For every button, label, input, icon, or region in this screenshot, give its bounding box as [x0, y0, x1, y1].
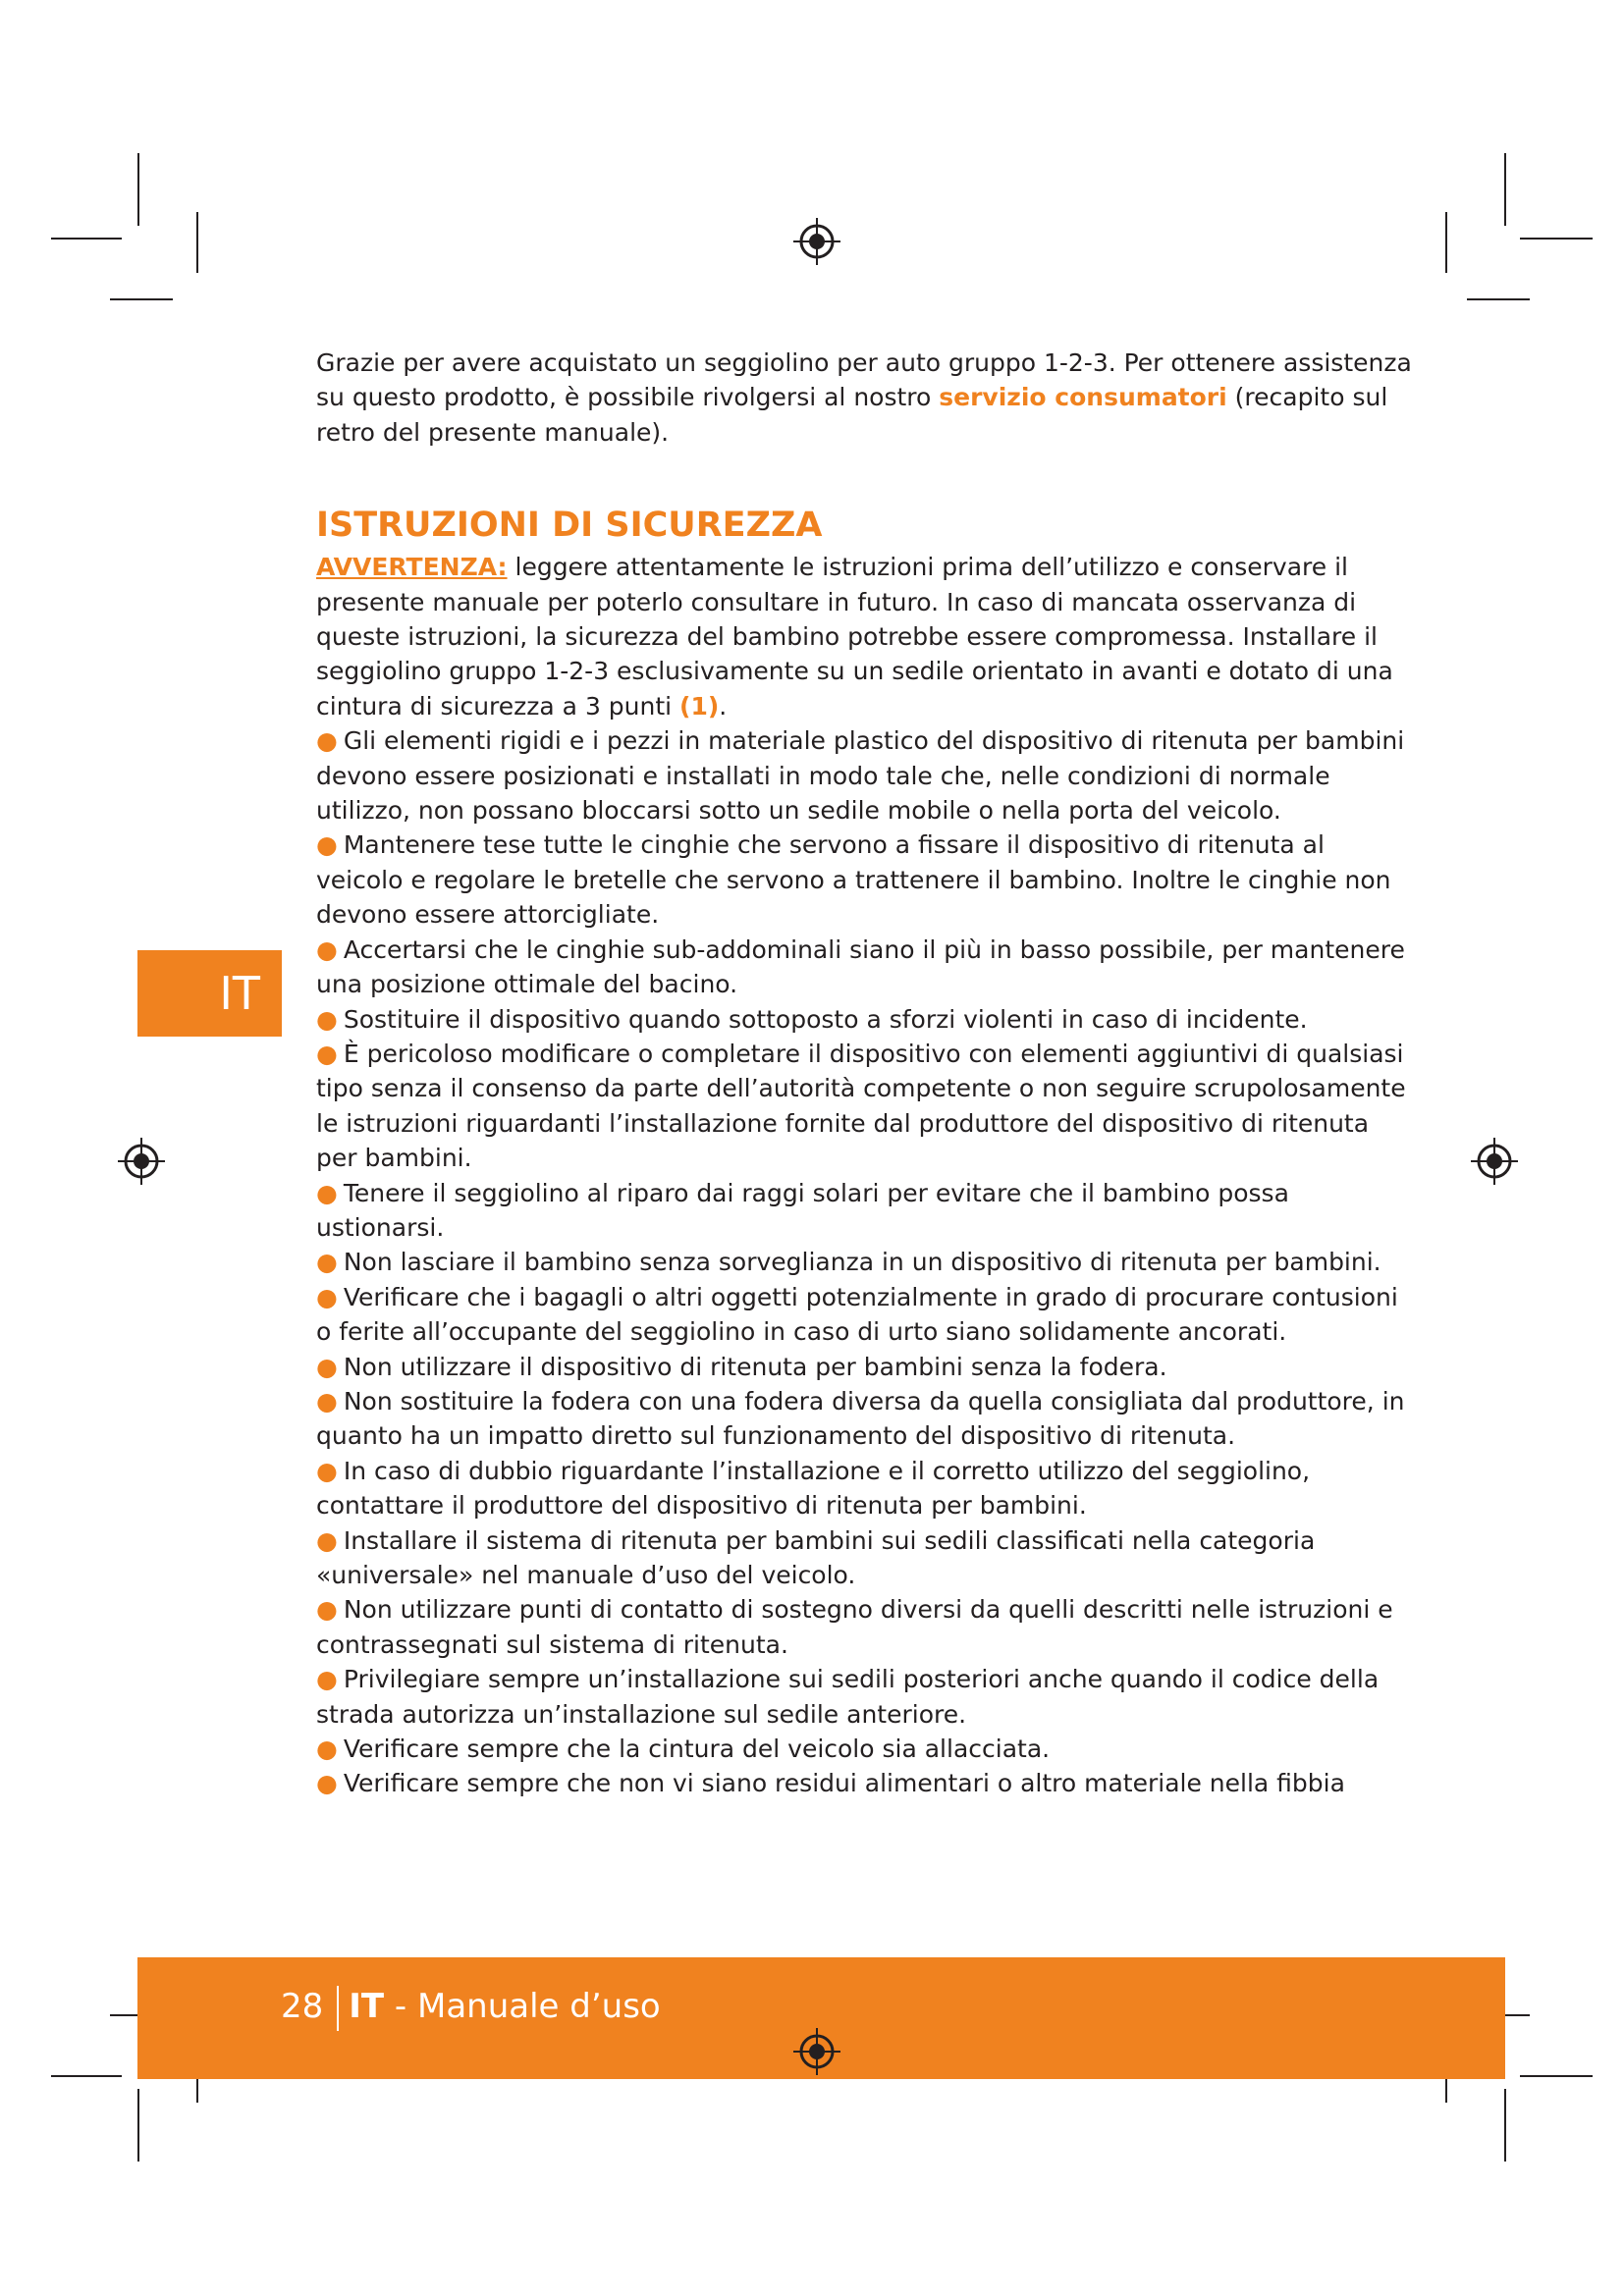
- bullet-icon: ●: [316, 1386, 338, 1415]
- list-item-text: Verificare sempre che la cintura del veicolo sia allacciata.: [343, 1735, 1051, 1764]
- list-item-text: Verificare sempre che non vi siano residui alimentari o altro materiale nella fibbia: [343, 1769, 1345, 1798]
- list-item: [316, 1523, 1416, 1593]
- list-item: [316, 723, 1416, 828]
- crop-mark: [1504, 2089, 1506, 2162]
- intro-text: Grazie per avere acquistato un seggiolino per auto gruppo 1-2-3. Per ottenere assistenza su questo prodotto, è possibile rivolgersi al nostro: [316, 348, 1412, 412]
- list-item: [316, 933, 1416, 1002]
- bullet-icon: ●: [316, 1735, 338, 1764]
- list-item-text: Tenere il seggiolino al riparo dai raggi solari per evitare che il bambino possa ustionarsi.: [316, 1178, 1289, 1242]
- list-item-text: Sostituire il dispositivo quando sottoposto a sforzi violenti in caso di incidente.: [343, 1004, 1308, 1034]
- list-item: [316, 1280, 1416, 1350]
- section-heading: ISTRUZIONI DI SICUREZZA: [316, 506, 823, 546]
- bullet-icon: ●: [316, 1004, 338, 1034]
- warning-text: leggere attentamente le istruzioni prima dell’utilizzo e conservare il presente manuale per poterlo consultare in futuro. In caso di mancata osservanza di queste istruzioni, la sicurezza del bambino potrebbe essere compromessa. Installare il seggiolino gruppo 1-2-3 esclusivamente su un sedile orientato in avanti e dotato di una cintura di sicurezza a 3 punti: [316, 553, 1393, 721]
- list-item-text: Non utilizzare punti di contatto di sostegno diversi da quelli descritti nelle istruzioni e contrassegnati sul sistema di ritenuta.: [316, 1595, 1393, 1659]
- bullet-icon: ●: [316, 726, 338, 756]
- crop-mark: [137, 2089, 139, 2162]
- crop-mark: [196, 212, 198, 273]
- list-item: [316, 1732, 1416, 1766]
- list-item-text: Non sostituire la fodera con una fodera diversa da quella consigliata dal produttore, in quanto ha un impatto diretto sul funzionamento del dispositivo di ritenuta.: [316, 1386, 1405, 1451]
- bullet-icon: ●: [316, 1525, 338, 1555]
- crop-mark: [1504, 153, 1506, 226]
- list-item: [316, 1766, 1416, 1800]
- bullet-icon: ●: [316, 1248, 338, 1277]
- bullet-icon: ●: [316, 1282, 338, 1311]
- list-item: [316, 1176, 1416, 1246]
- list-item-text: Gli elementi rigidi e i pezzi in materiale plastico del dispositivo di ritenuta per bambini devono essere posizionati e installati in modo tale che, nelle condizioni di normale utilizzo, non possano bloccarsi sotto un sedile mobile o nella porta del veicolo.: [316, 726, 1405, 826]
- list-item: [316, 1384, 1416, 1454]
- list-item: [316, 1037, 1416, 1176]
- footer-bar: [137, 1957, 1505, 2079]
- crop-mark: [1520, 238, 1593, 240]
- bullet-icon: ●: [316, 1595, 338, 1625]
- bullet-icon: ●: [316, 1456, 338, 1485]
- bullet-icon: ●: [316, 1769, 338, 1798]
- bullet-icon: ●: [316, 934, 338, 964]
- crop-mark: [1445, 212, 1447, 273]
- list-item-text: Installare il sistema di ritenuta per bambini sui sedili classificati nella categoria «universale» nel manuale d’uso del veicolo.: [316, 1525, 1316, 1589]
- figure-reference: (1): [679, 691, 720, 721]
- list-item: [316, 1592, 1416, 1662]
- registration-mark-icon: [791, 2026, 842, 2077]
- warning-label: AVVERTENZA:: [316, 553, 508, 582]
- list-item: [316, 828, 1416, 932]
- list-item-text: Verificare che i bagagli o altri oggetti potenzialmente in grado di procurare contusioni o ferite all’occupante del seggiolino in caso di urto siano solidamente ancorati.: [316, 1282, 1398, 1347]
- crop-mark: [110, 298, 173, 300]
- warning-paragraph: [316, 550, 1416, 723]
- list-item-text: Mantenere tese tutte le cinghie che servono a fissare il dispositivo di ritenuta al veicolo e regolare le bretelle che servono a trattenere il bambino. Inoltre le cinghie non devono essere attorcigliate.: [316, 830, 1391, 930]
- page-number: 28: [281, 1987, 324, 2026]
- bullet-icon: ●: [316, 830, 338, 860]
- language-tab: IT: [137, 950, 282, 1037]
- crop-mark: [137, 153, 139, 226]
- list-item: [316, 1454, 1416, 1523]
- registration-mark-icon: [116, 1136, 167, 1187]
- warning-end: .: [719, 691, 728, 721]
- list-item-text: In caso di dubbio riguardante l’installazione e il corretto utilizzo del seggiolino, contattare il produttore del dispositivo di ritenuta per bambini.: [316, 1456, 1311, 1521]
- footer-title: - Manuale d’uso: [384, 1987, 661, 2026]
- intro-text-end: (recapito sul retro del presente manuale).: [316, 383, 1388, 447]
- bullet-list: [316, 723, 1416, 1801]
- consumer-service-link: servizio consumatori: [939, 383, 1227, 412]
- bullet-icon: ●: [316, 1665, 338, 1694]
- registration-mark-icon: [791, 216, 842, 267]
- bullet-icon: ●: [316, 1352, 338, 1381]
- intro-paragraph: [316, 346, 1416, 450]
- registration-mark-icon: [1469, 1136, 1520, 1187]
- crop-mark: [51, 2075, 122, 2077]
- footer-label: [281, 1981, 661, 2032]
- list-item: [316, 1350, 1416, 1384]
- crop-mark: [1467, 298, 1530, 300]
- page-content: [316, 346, 1416, 1801]
- list-item-text: È pericoloso modificare o completare il dispositivo con elementi aggiuntivi di qualsiasi tipo senza il consenso da parte dell’autorità competente o non seguire scrupolosamente le istruzioni riguardanti l’installazione fornite dal produttore del dispositivo di ritenuta per bambini.: [316, 1039, 1406, 1173]
- list-item: [316, 1662, 1416, 1732]
- list-item-text: Accertarsi che le cinghie sub-addominali siano il più in basso possibile, per mantenere una posizione ottimale del bacino.: [316, 934, 1405, 999]
- crop-mark: [1520, 2075, 1593, 2077]
- bullet-icon: ●: [316, 1178, 338, 1207]
- bullet-icon: ●: [316, 1039, 338, 1068]
- footer-divider: [337, 1986, 339, 2031]
- crop-mark: [51, 238, 122, 240]
- list-item: [316, 1245, 1416, 1279]
- list-item-text: Non lasciare il bambino senza sorveglianza in un dispositivo di ritenuta per bambini.: [343, 1248, 1381, 1277]
- list-item-text: Privilegiare sempre un’installazione sui sedili posteriori anche quando il codice della strada autorizza un’installazione sul sedile anteriore.: [316, 1665, 1380, 1729]
- footer-language: IT: [349, 1987, 385, 2026]
- list-item-text: Non utilizzare il dispositivo di ritenuta per bambini senza la fodera.: [343, 1352, 1167, 1381]
- list-item: [316, 1002, 1416, 1037]
